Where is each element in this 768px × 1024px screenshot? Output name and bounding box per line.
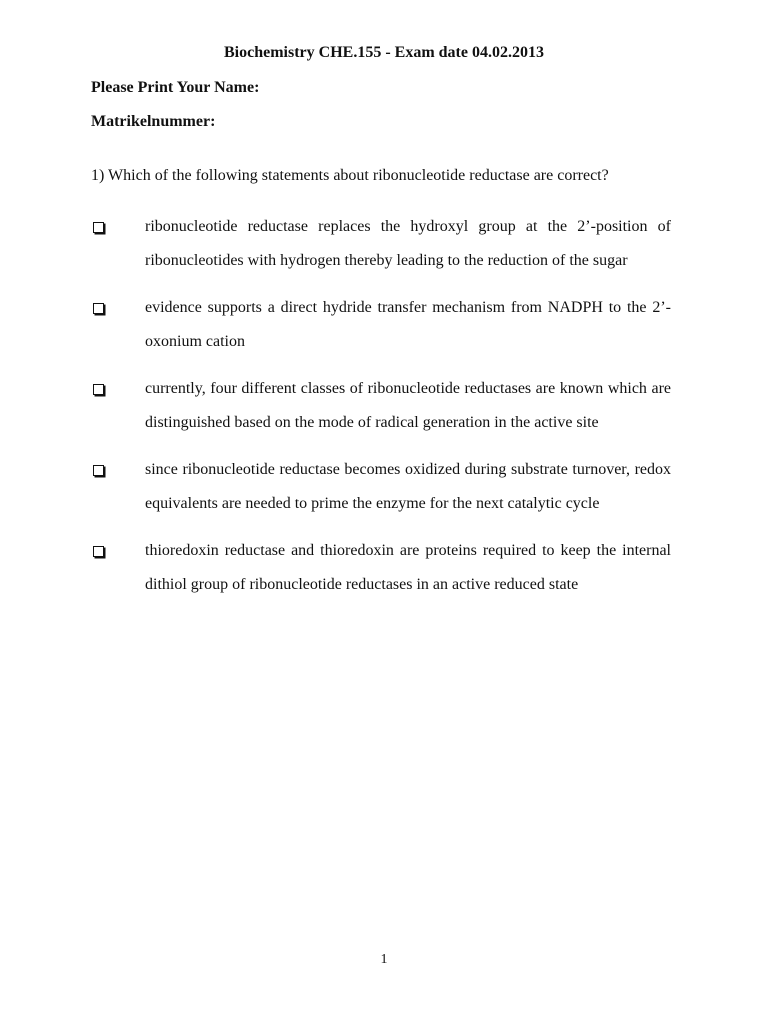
answer-option-text: currently, four different classes of ribonucleotide reductases are known which are distinguished based on the mode of radical generation in the active site <box>145 380 671 431</box>
answer-option <box>91 297 671 359</box>
page-number: 1 <box>380 952 388 967</box>
answer-option-text: thioredoxin reductase and thioredoxin are proteins required to keep the internal dithiol group of ribonucleotide reductases in an active reduced state <box>145 542 671 593</box>
question-text: 1) Which of the following statements about ribonucleotide reductase are correct? <box>91 167 609 184</box>
matrikel-field-label: Matrikelnummer: <box>91 113 216 130</box>
checkbox-icon[interactable] <box>93 546 104 557</box>
exam-title: Biochemistry CHE.155 - Exam date 04.02.2013 <box>224 44 544 61</box>
answer-option <box>91 459 671 521</box>
answer-option <box>91 378 671 440</box>
checkbox-icon[interactable] <box>93 384 104 395</box>
answer-option <box>91 540 671 602</box>
answer-options-list <box>91 216 671 621</box>
answer-option-text: since ribonucleotide reductase becomes oxidized during substrate turnover, redox equivalents are needed to prime the enzyme for the next catalytic cycle <box>145 461 671 512</box>
answer-option-text: ribonucleotide reductase replaces the hydroxyl group at the 2’-position of ribonucleotides with hydrogen thereby leading to the reduction of the sugar <box>145 218 671 269</box>
checkbox-icon[interactable] <box>93 222 104 233</box>
answer-option <box>91 216 671 278</box>
name-field-label: Please Print Your Name: <box>91 79 260 96</box>
checkbox-icon[interactable] <box>93 303 104 314</box>
checkbox-icon[interactable] <box>93 465 104 476</box>
answer-option-text: evidence supports a direct hydride transfer mechanism from NADPH to the 2’-oxonium cation <box>145 299 671 350</box>
